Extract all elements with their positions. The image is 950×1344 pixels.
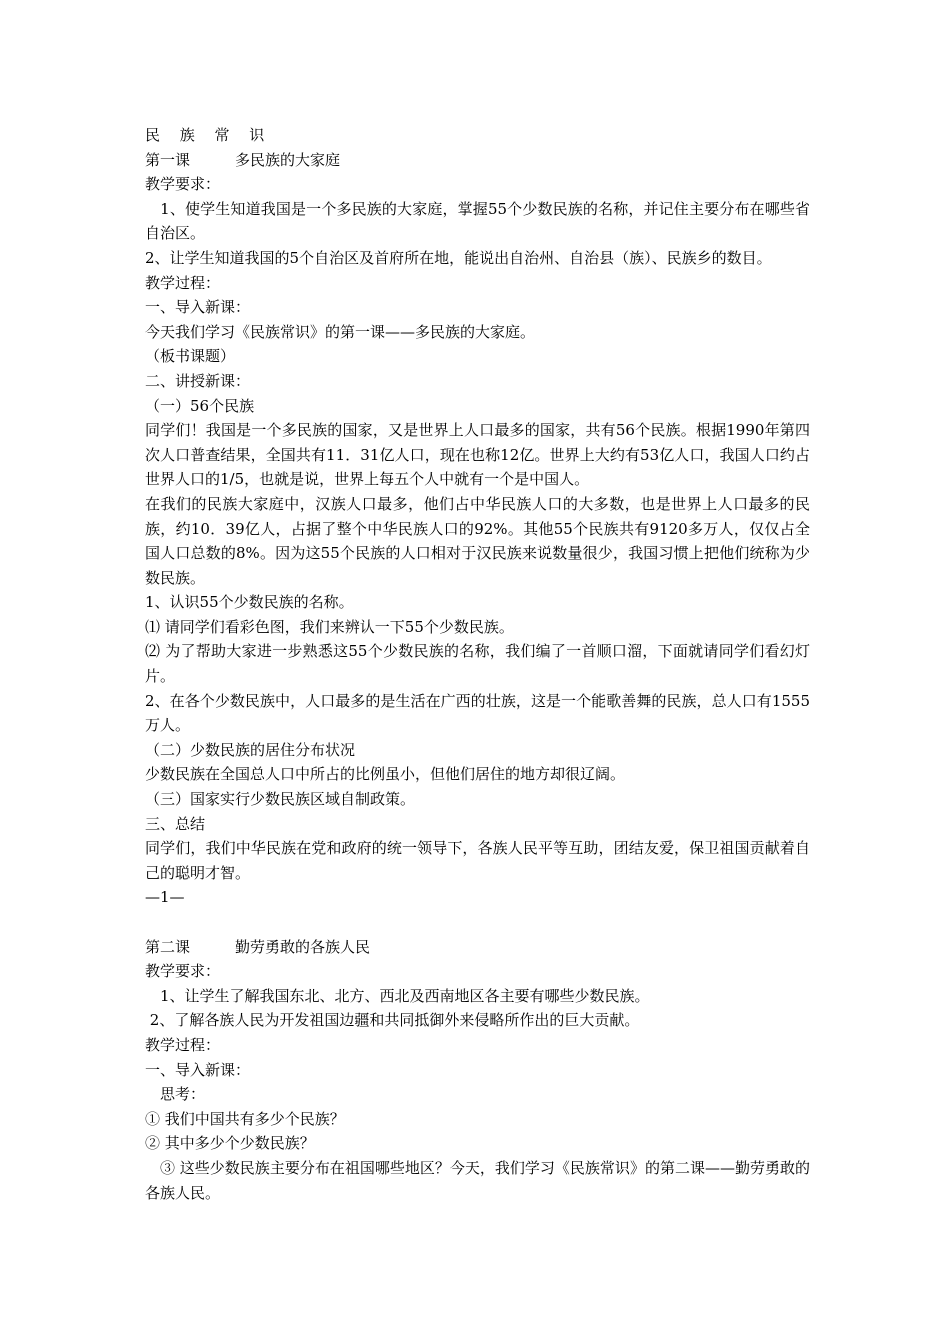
paragraph: （板书课题） [145, 347, 236, 366]
paragraph: 教学过程： [145, 273, 221, 292]
page-number: —1— [145, 888, 185, 907]
paragraph: 三、总结 [145, 814, 206, 833]
paragraph: 一、导入新课： [145, 298, 251, 317]
paragraph: ⑴ 请同学们看彩色图，我们来辨认一下55个少数民族。 [145, 617, 514, 636]
paragraph: 教学过程： [145, 1035, 221, 1054]
paragraph: ② 其中多少个少数民族？ [145, 1134, 315, 1153]
paragraph: 1、使学生知道我国是一个多民族的大家庭，掌握55个少数民族的名称，并记住主要分布在哪些省自治区。 [145, 199, 810, 243]
paragraph: 思考： [145, 1085, 206, 1104]
paragraph: ① 我们中国共有多少个民族？ [145, 1109, 345, 1128]
paragraph: 今天我们学习《民族常识》的第一课——多民族的大家庭。 [145, 322, 536, 341]
paragraph: （二）少数民族的居住分布状况 [145, 740, 356, 759]
paragraph: 教学要求： [145, 962, 221, 981]
paragraph: 教学要求： [145, 175, 221, 194]
paragraph: 同学们！我国是一个多民族的国家，又是世界上人口最多的国家，共有56个民族。根据1990年第四次人口普查结果，全国共有11．31亿人口，现在也称12亿。世界上大约有53亿人口，我国人口约占世界人口的1/5，也就是说，世界上每五个人中就有一个是中国人。 [145, 421, 810, 489]
paragraph: （三）国家实行少数民族区域自制政策。 [145, 790, 416, 809]
paragraph: 第一课 多民族的大家庭 [145, 150, 341, 169]
paragraph: （一）56个民族 [145, 396, 255, 415]
paragraph: 2、在各个少数民族中，人口最多的是生活在广西的壮族，这是一个能歌善舞的民族，总人口有1555万人。 [145, 691, 810, 735]
paragraph: ③ 这些少数民族主要分布在祖国哪些地区？今天，我们学习《民族常识》的第二课——勤劳勇敢的各族人民。 [145, 1158, 810, 1202]
document-body [145, 123, 810, 1205]
paragraph: 同学们，我们中华民族在党和政府的统一领导下，各族人民平等互助，团结友爱，保卫祖国贡献着自己的聪明才智。 [145, 839, 810, 882]
paragraph: 在我们的民族大家庭中，汉族人口最多，他们占中华民族人口的大多数，也是世界上人口最多的民族，约10．39亿人，占据了整个中华民族人口的92%。其他55个民族共有9120多万人，仅仅占全国人口总数的8%。因为这55个民族的人口相对于汉民族来说数量很少，我国习惯上把他们统称为少数民族。 [145, 494, 810, 587]
paragraph: 第二课 勤劳勇敢的各族人民 [145, 937, 371, 956]
blank-line [145, 910, 810, 935]
paragraph: 1、认识55个少数民族的名称。 [145, 593, 354, 612]
paragraph: ⑵ 为了帮助大家进一步熟悉这55个少数民族的名称，我们编了一首顺口溜，下面就请同学们看幻灯片。 [145, 642, 810, 686]
paragraph: 少数民族在全国总人口中所占的比例虽小，但他们居住的地方却很辽阔。 [145, 765, 626, 784]
document-title: 民 族 常 识 [145, 126, 265, 144]
paragraph: 一、导入新课： [145, 1060, 251, 1079]
paragraph: 二、讲授新课： [145, 371, 251, 390]
paragraph: 1、让学生了解我国东北、北方、西北及西南地区各主要有哪些少数民族。 [145, 986, 650, 1005]
paragraph: 2、了解各族人民为开发祖国边疆和共同抵御外来侵略所作出的巨大贡献。 [145, 1011, 640, 1030]
paragraph: 2、让学生知道我国的5个自治区及首府所在地，能说出自治州、自治县（族）、民族乡的数目。 [145, 248, 772, 267]
